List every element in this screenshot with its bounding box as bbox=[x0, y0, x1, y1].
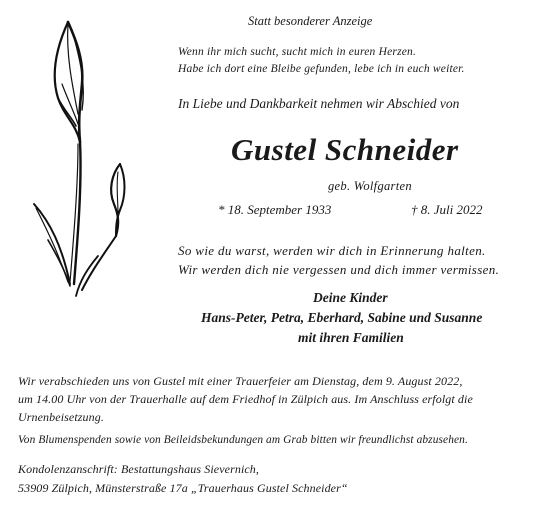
notice-heading: Statt besonderer Anzeige bbox=[248, 14, 373, 28]
poem-line-2: Habe ich dort eine Bleibe gefunden, lebe ich in euch weiter. bbox=[178, 63, 465, 75]
birth-name: geb. Wolfgarten bbox=[328, 179, 412, 193]
verse-line-2: Wir werden dich nie vergessen und dich immer vermissen. bbox=[178, 262, 500, 277]
death-date: † 8. Juli 2022 bbox=[411, 202, 483, 217]
funeral-text-line-1: Wir verabschieden uns von Gustel mit einer Trauerfeier am Dienstag, dem 9. August 2022, bbox=[18, 374, 463, 388]
birth-date: * 18. September 1933 bbox=[218, 202, 332, 217]
signature-heading: Deine Kinder bbox=[313, 290, 388, 305]
contact-line-1: Kondolenzanschrift: Bestattungshaus Sievernich, bbox=[18, 462, 260, 476]
contact-line-2: 53909 Zülpich, Münsterstraße 17a „Trauerhaus Gustel Schneider“ bbox=[18, 481, 348, 495]
farewell-intro: In Liebe und Dankbarkeit nehmen wir Abschied von bbox=[178, 96, 460, 111]
verse-line-1: So wie du warst, werden wir dich in Erinnerung halten. bbox=[178, 243, 486, 258]
funeral-text-line-2: um 14.00 Uhr von der Trauerhalle auf dem Friedhof in Zülpich aus. Im Anschluss erfolgt die bbox=[18, 392, 473, 406]
deceased-name: Gustel Schneider bbox=[231, 132, 459, 167]
calla-lily-icon bbox=[28, 14, 138, 314]
funeral-text-line-3: Urnenbeisetzung. bbox=[18, 410, 104, 424]
signature-families: mit ihren Familien bbox=[298, 330, 404, 345]
signature-names: Hans-Peter, Petra, Eberhard, Sabine und Susanne bbox=[201, 310, 483, 325]
poem-line-1: Wenn ihr mich sucht, sucht mich in euren Herzen. bbox=[178, 46, 417, 58]
donations-note: Von Blumenspenden sowie von Beileidsbekundungen am Grab bitten wir freundlichst abzusehen. bbox=[18, 434, 468, 446]
